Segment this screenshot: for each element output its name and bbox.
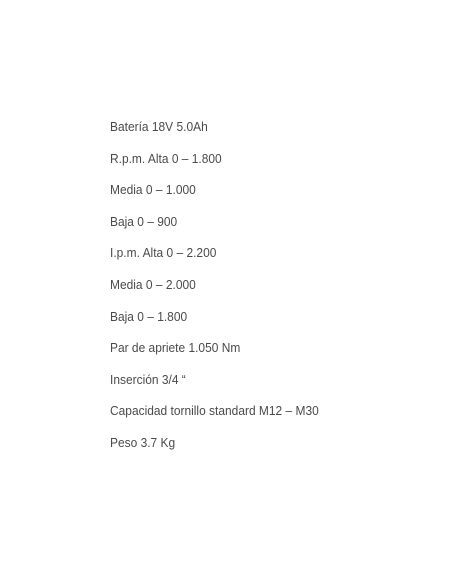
spec-bolt-capacity: Capacidad tornillo standard M12 – M30	[110, 403, 319, 419]
spec-ipm-medium: Media 0 – 2.000	[110, 276, 196, 292]
spec-torque: Par de apriete 1.050 Nm	[110, 340, 241, 356]
spec-insertion: Inserción 3/4 “	[110, 371, 186, 387]
spec-weight: Peso 3.7 Kg	[110, 434, 176, 450]
spec-list	[110, 118, 337, 466]
spec-rpm-low: Baja 0 – 900	[110, 213, 178, 229]
spec-rpm-high: R.p.m. Alta 0 – 1.800	[110, 150, 222, 166]
spec-ipm-high: I.p.m. Alta 0 – 2.200	[110, 245, 217, 261]
spec-rpm-medium: Media 0 – 1.000	[110, 182, 196, 198]
spec-battery: Batería 18V 5.0Ah	[110, 119, 208, 134]
spec-ipm-low: Baja 0 – 1.800	[110, 308, 188, 324]
